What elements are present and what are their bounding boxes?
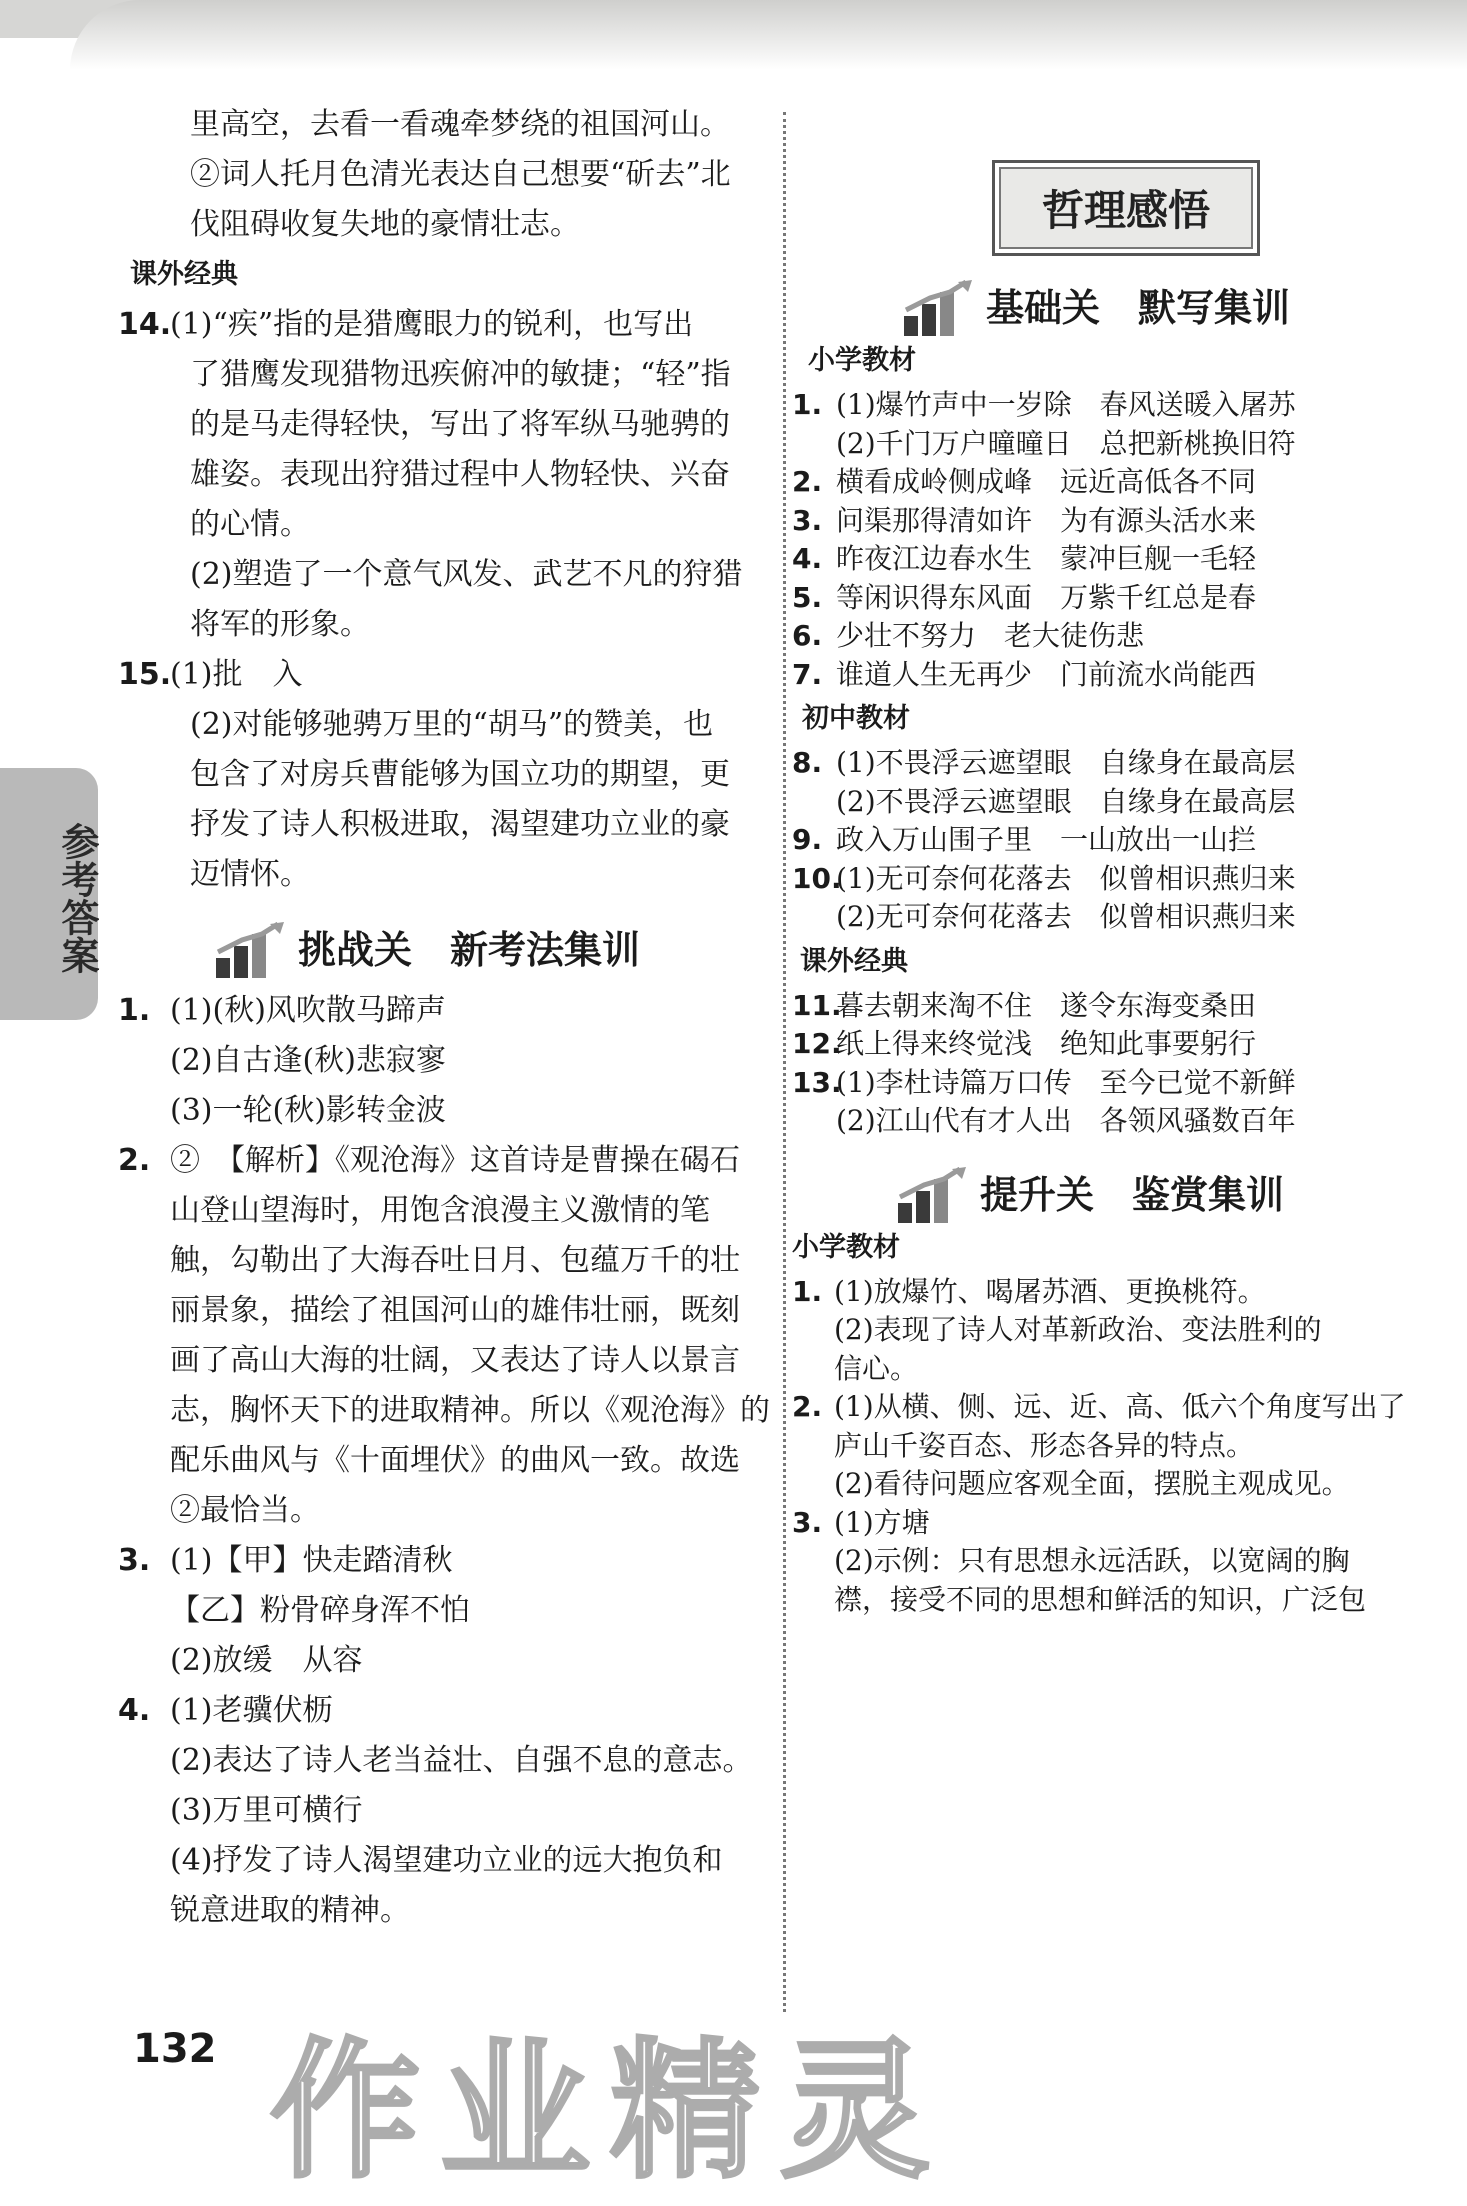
- answer-item: [792, 502, 1432, 541]
- question-number: 1.: [792, 388, 823, 421]
- answer-line: (2)千门万户曈曈日 总把新桃换旧符: [836, 426, 1296, 460]
- question-number: 9.: [792, 823, 823, 856]
- answer-line: (2)江山代有才人出 各领风骚数百年: [836, 1104, 1296, 1137]
- answer-line: 山登山望海时，用饱含浪漫主义激情的笔: [170, 1193, 710, 1228]
- question-14: [118, 300, 768, 650]
- challenge-3: [118, 1536, 768, 1686]
- answer-item: [792, 821, 1432, 860]
- section-label-primary: 小学教材: [808, 345, 916, 376]
- answer-line: 画了高山大海的壮阔，又表达了诗人以景言: [170, 1343, 740, 1378]
- answer-line: 等闲识得东风面 万紫千红总是春: [836, 580, 1257, 614]
- answer-line: 抒发了诗人积极进取，渴望建功立业的豪: [190, 807, 730, 842]
- question-number: 3.: [792, 1505, 823, 1539]
- page-top-shadow: [70, 0, 1467, 70]
- answer-line: 问渠那得清如许 为有源头活水来: [836, 503, 1257, 537]
- answer-item: [792, 987, 1432, 1026]
- bar-chart-icon: [894, 1167, 970, 1223]
- answer-line: 的心情。: [190, 507, 310, 542]
- answer-line: ② 【解析】《观沧海》这首诗是曹操在碣石: [170, 1143, 740, 1178]
- answer-line: (1)无可奈何花落去 似曾相识燕归来: [836, 861, 1296, 895]
- answer-line: 襟，接受不同的思想和鲜活的知识，广泛包: [834, 1582, 1367, 1616]
- answer-line: 了猎鹰发现猎物迅疾俯冲的敏捷；“轻”指: [190, 357, 731, 392]
- question-number: 1.: [792, 1274, 823, 1308]
- answer-line: (2)不畏浮云遮望眼 自缘身在最高层: [836, 784, 1296, 818]
- watermark: 作业精灵: [270, 2025, 951, 2199]
- challenge-1: [118, 986, 768, 1136]
- answer-line: 【乙】粉骨碎身浑不怕: [170, 1593, 470, 1628]
- answer-line: (1)李杜诗篇万口传 至今已觉不新鲜: [836, 1065, 1296, 1099]
- answer-item: [792, 1388, 1432, 1504]
- junior-answers: [792, 744, 1432, 937]
- answer-line: 昨夜江边春水生 蒙冲巨舰一毛轻: [836, 542, 1257, 575]
- answer-line: 庐山千姿百态、形态各异的特点。: [834, 1428, 1255, 1462]
- answer-line: (2)看待问题应客观全面，摆脱主观成见。: [834, 1467, 1350, 1500]
- answer-line: (1)从横、侧、远、近、高、低六个角度写出了: [834, 1390, 1406, 1423]
- challenge-4: [118, 1686, 768, 1936]
- question-number: 13.: [792, 1065, 842, 1099]
- question-number: 2.: [792, 1390, 823, 1423]
- answer-line: 丽景象，描绘了祖国河山的雄伟壮丽，既刻: [170, 1293, 740, 1328]
- answer-line: (2)表现了诗人对革新政治、变法胜利的: [834, 1313, 1322, 1346]
- intro-line: ②词人托月色清光表达自己想要“斫去”北: [190, 157, 731, 192]
- section-label-junior: 初中教材: [802, 703, 910, 734]
- answer-item: [792, 540, 1432, 579]
- answer-item: [792, 1025, 1432, 1064]
- intro-line: 里高空，去看一看魂牵梦绕的祖国河山。: [190, 107, 730, 142]
- basic-heading: [792, 272, 1432, 336]
- left-column: [118, 100, 768, 1936]
- answer-line: ②最恰当。: [170, 1493, 320, 1528]
- answer-line: (3)万里可横行: [170, 1793, 363, 1828]
- answer-line: 配乐曲风与《十面埋伏》的曲风一致。故选: [170, 1443, 740, 1478]
- challenge-heading-text: 挑战关 新考法集训: [298, 928, 641, 972]
- topic-banner: [992, 160, 1260, 256]
- question-number: 2.: [118, 1143, 151, 1178]
- question-number: 4.: [792, 542, 823, 575]
- answer-line: 谁道人生无再少 门前流水尚能西: [836, 657, 1257, 691]
- primary-answers: [792, 386, 1432, 694]
- question-number: 11.: [792, 988, 842, 1022]
- answer-line: 横看成岭侧成峰 远近高低各不同: [836, 465, 1257, 498]
- topic-title: 哲理感悟: [1041, 186, 1210, 235]
- answer-line: (2)对能够驰骋万里的“胡马”的赞美，也: [190, 707, 714, 742]
- section-label-primary: 小学教材: [792, 1231, 900, 1263]
- right-column: [792, 140, 1432, 1619]
- question-number: 2.: [792, 465, 823, 498]
- answer-item: [792, 860, 1432, 937]
- question-number: 3.: [792, 503, 823, 537]
- answer-line: (2)放缓 从容: [170, 1643, 363, 1678]
- answer-line: (4)抒发了诗人渴望建功立业的远大抱负和: [170, 1843, 723, 1878]
- answer-line: 纸上得来终觉浅 绝知此事要躬行: [836, 1027, 1257, 1060]
- answer-line: (1)【甲】快走踏清秋: [170, 1543, 453, 1578]
- answer-item: [792, 1504, 1432, 1620]
- question-number: 6.: [792, 619, 823, 652]
- sidebar-tab-label: 参考答案: [55, 822, 99, 974]
- answer-line: 的是马走得轻快，写出了将军纵马驰骋的: [190, 407, 730, 442]
- intro-line: 伐阻碍收复失地的豪情壮志。: [190, 207, 580, 242]
- answer-line: (1)方塘: [834, 1505, 930, 1539]
- answer-line: (1)“疾”指的是猎鹰眼力的锐利，也写出: [170, 307, 694, 342]
- question-number: 4.: [118, 1693, 151, 1728]
- column-divider: [783, 112, 786, 2012]
- answer-line: (3)一轮(秋)影转金波: [170, 1093, 446, 1128]
- answer-item: [792, 1064, 1432, 1141]
- question-15: [118, 650, 768, 900]
- question-number: 12.: [792, 1027, 842, 1060]
- answer-line: 雄姿。表现出狩猎过程中人物轻快、兴奋: [190, 457, 730, 492]
- answer-line: (2)自古逢(秋)悲寂寥: [170, 1043, 446, 1078]
- answer-line: 志，胸怀天下的进取精神。所以《观沧海》的: [170, 1393, 770, 1428]
- answer-item: [792, 579, 1432, 618]
- question-number: 15.: [118, 657, 172, 692]
- section-label-classic: 课外经典: [800, 945, 908, 977]
- answer-line: (2)表达了诗人老当益壮、自强不息的意志。: [170, 1743, 753, 1778]
- question-number: 10.: [792, 861, 842, 895]
- answer-item: [792, 656, 1432, 695]
- improve-answers: [792, 1273, 1432, 1620]
- question-number: 14.: [118, 307, 172, 342]
- answer-item: [792, 1273, 1432, 1389]
- page-number: 132: [133, 2026, 217, 2072]
- improve-heading: [792, 1141, 1432, 1223]
- challenge-2: [118, 1136, 768, 1536]
- answer-line: 包含了对房兵曹能够为国立功的期望，更: [190, 757, 730, 792]
- answer-line: (1)爆竹声中一岁除 春风送暖入屠苏: [836, 388, 1296, 421]
- answer-line: (2)示例：只有思想永远活跃，以宽阔的胸: [834, 1544, 1350, 1577]
- improve-heading-text: 提升关 鉴赏集训: [980, 1172, 1285, 1217]
- answer-line: (1)(秋)风吹散马蹄声: [170, 993, 446, 1028]
- answer-line: 将军的形象。: [190, 607, 370, 642]
- section-label-classic: 课外经典: [130, 259, 238, 290]
- challenge-heading: [118, 900, 768, 978]
- answer-line: 政入万山围子里 一山放出一山拦: [836, 823, 1257, 856]
- answer-line: 锐意进取的精神。: [170, 1893, 410, 1928]
- answer-item: [792, 463, 1432, 502]
- bar-chart-icon: [212, 922, 288, 978]
- answer-line: 触，勾勒出了大海吞吐日月、包蕴万千的壮: [170, 1243, 740, 1278]
- answer-line: 信心。: [834, 1351, 919, 1385]
- classic-answers: [792, 987, 1432, 1141]
- answer-line: (2)塑造了一个意气风发、武艺不凡的狩猎: [190, 557, 743, 592]
- question-number: 7.: [792, 657, 823, 691]
- question-number: 8.: [792, 746, 823, 779]
- question-number: 1.: [118, 993, 151, 1028]
- answer-line: (1)放爆竹、喝屠苏酒、更换桃符。: [834, 1274, 1266, 1308]
- question-number: 5.: [792, 580, 823, 614]
- answer-line: 迈情怀。: [190, 857, 310, 892]
- bar-chart-icon: [900, 280, 976, 336]
- answer-line: (1)不畏浮云遮望眼 自缘身在最高层: [836, 746, 1296, 779]
- answer-item: [792, 617, 1432, 656]
- question-number: 3.: [118, 1543, 151, 1578]
- answer-line: 少壮不努力 老大徒伤悲: [836, 619, 1145, 652]
- answer-line: 暮去朝来淘不住 遂令东海变桑田: [836, 988, 1257, 1022]
- answer-line: (1)批 入: [170, 657, 303, 692]
- answer-item: [792, 744, 1432, 821]
- answer-item: [792, 386, 1432, 463]
- answer-line: (1)老骥伏枥: [170, 1693, 333, 1728]
- answer-line: (2)无可奈何花落去 似曾相识燕归来: [836, 900, 1296, 933]
- basic-heading-text: 基础关 默写集训: [986, 286, 1291, 330]
